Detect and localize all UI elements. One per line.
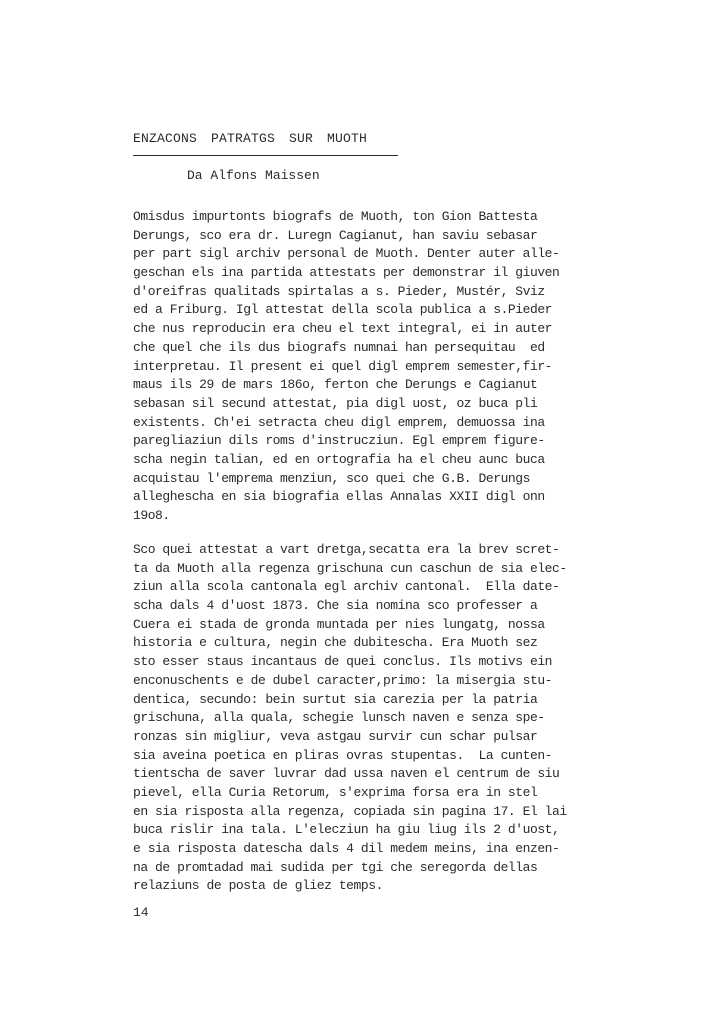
text-line: tientscha de saver luvrar dad ussa naven el centrum de siu (133, 766, 560, 782)
text-line: scha dals 4 d'uost 1873. Che sia nomina sco professer a (133, 598, 538, 614)
text-line: enconuschents e de dubel caracter,primo: la misergia stu- (133, 672, 553, 688)
text-line: interpretau. Il present ei quel digl emprem semester,fir- (133, 358, 553, 374)
text-line: 19o8. (133, 508, 170, 523)
text-line: scha negin talian, ed en ortografia ha el cheu aunc buca (133, 451, 545, 467)
text-line: acquistau l'emprema menziun, sco quei che G.B. Derungs (133, 470, 530, 486)
text-line: dentica, secundo: bein surtut sia carezia per la patria (133, 691, 538, 707)
text-line: paregliaziun dils roms d'instrucziun. Egl emprem figure- (133, 433, 545, 449)
article-title: ENZACONS PATRATGS SUR MUOTH (133, 131, 368, 146)
text-line: historia e cultura, negin che dubitescha. Era Muoth sez (133, 635, 538, 651)
text-line: existents. Ch'ei setracta cheu digl emprem, demuossa ina (133, 414, 545, 430)
text-line: e sia risposta datescha dals 4 dil medem meins, ina enzen- (133, 841, 560, 856)
text-line: na de promtadad mai sudida per tgi che seregorda dellas (133, 859, 538, 875)
text-line: Derungs, sco era dr. Luregn Cagianut, han saviu sebasar (133, 227, 538, 243)
paragraph (133, 541, 653, 896)
text-line: d'oreifras qualitads spirtalas a s. Pieder, Mustér, Sviz (133, 283, 545, 299)
text-line: geschan els ina partida attestats per demonstrar il giuven (133, 265, 560, 281)
page-number: 14 (133, 905, 149, 920)
text-line: che quel che ils dus biografs numnai han persequitau ed (133, 339, 545, 355)
article-author: Da Alfons Maissen (187, 168, 320, 183)
paragraph (133, 208, 653, 526)
text-line: ed a Friburg. Igl attestat della scola publica a s.Pieder (133, 302, 553, 318)
text-line: en sia risposta alla regenza, copiada sin pagina 17. El lai (133, 803, 567, 819)
text-line: sto esser staus incantaus de quei conclus. Ils motivs ein (133, 654, 553, 670)
text-line: buca rislir ina tala. L'elecziun ha giu liug ils 2 d'uost, (133, 822, 560, 838)
text-line: grischuna, alla quala, schegie lunsch naven e senza spe- (133, 710, 545, 726)
text-line: Omisdus impurtonts biografs de Muoth, ton Gion Battesta (133, 209, 538, 224)
text-line: ta da Muoth alla regenza grischuna cun caschun de sia elec- (133, 560, 567, 576)
text-line: che nus reproducin era cheu el text integral, ei in auter (133, 321, 553, 337)
text-line: ronzas sin migliur, veva astgau survir cun schar pulsar (133, 728, 538, 744)
text-line: pievel, ella Curia Retorum, s'exprima forsa era in stel (133, 784, 538, 800)
text-line: relaziuns de posta de gliez temps. (133, 878, 383, 894)
text-line: per part sigl archiv personal de Muoth. Denter auter alle- (133, 246, 560, 262)
text-line: sebasan sil secund attestat, pia digl uost, oz buca pli (133, 395, 538, 411)
text-line: ziun alla scola cantonala egl archiv cantonal. Ella date- (133, 579, 560, 595)
text-line: maus ils 29 de mars 186o, ferton che Derungs e Cagianut (133, 377, 538, 393)
text-line: sia aveina poetica en pliras ovras stupentas. La cunten- (133, 747, 553, 763)
text-line: Sco quei attestat a vart dretga,secatta era la brev scret- (133, 542, 560, 557)
title-underline (133, 155, 398, 156)
text-line: allegheschа en sia biografia ellas Annalas XXII digl onn (133, 489, 545, 505)
text-line: Cuera ei stada de gronda muntada per nies lungatg, nossa (133, 616, 545, 632)
